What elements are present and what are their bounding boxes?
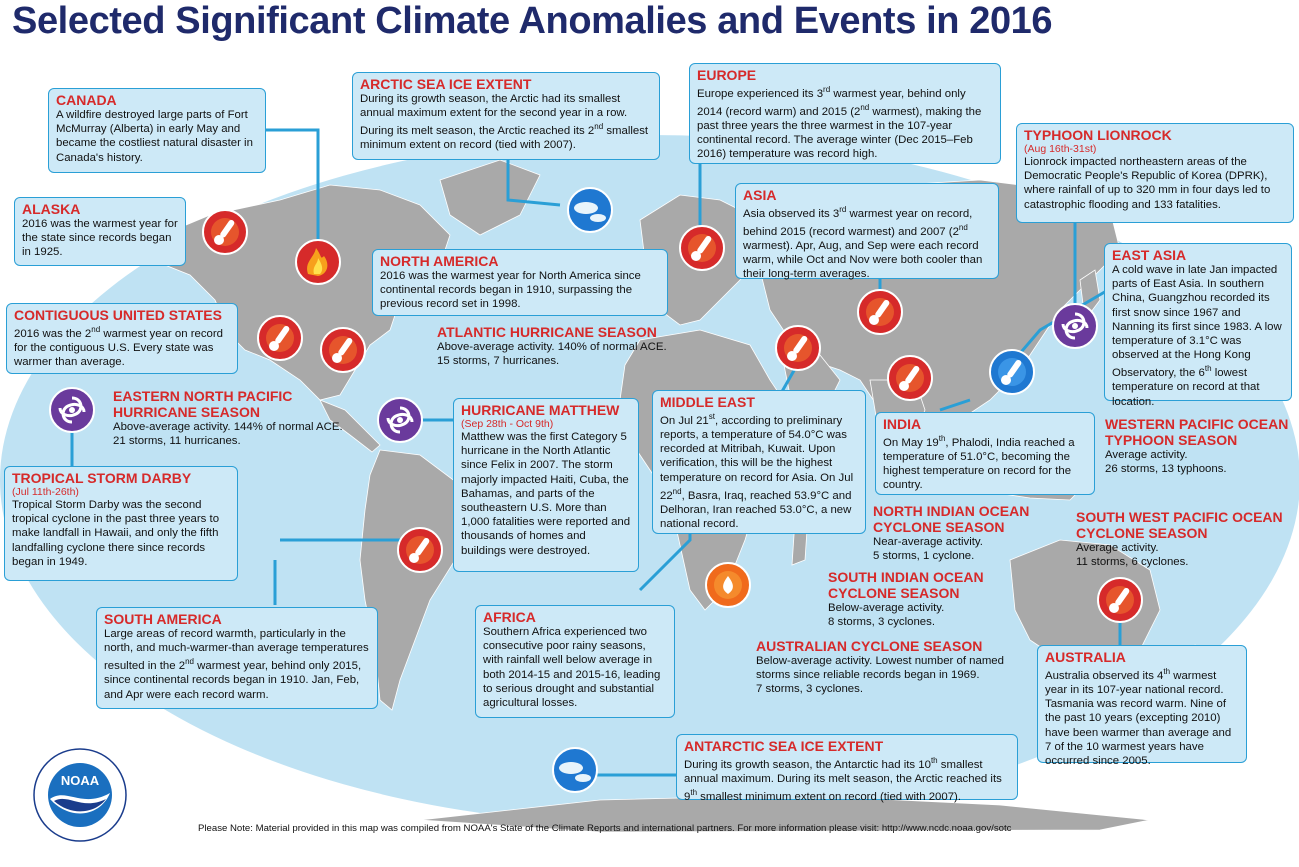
aus-season-title: AUSTRALIAN CYCLONE SEASON: [756, 638, 983, 654]
arctic-body-b: smallest minimum extent on record (tied with 2007).: [360, 125, 649, 152]
wpac-season-title2: TYPHOON SEASON: [1105, 432, 1238, 448]
wpac-season: [1105, 416, 1297, 476]
matthew-title: HURRICANE MATTHEW: [461, 402, 620, 418]
europe-body-a: Europe experienced its: [697, 87, 817, 100]
sio-season: [828, 569, 1008, 629]
asia-warm-icon: [858, 290, 902, 334]
middle-east-body-sup2: nd: [672, 486, 682, 496]
east-asia-body-sup: th: [1204, 364, 1212, 374]
lionrock-dates: (Aug 16th-31st): [1024, 143, 1097, 155]
alaska-warm-icon: [203, 210, 247, 254]
north-america-warm-icon: [321, 328, 365, 372]
lionrock-title: TYPHOON LIONROCK: [1024, 127, 1172, 143]
australia-warm-icon: [1098, 578, 1142, 622]
contiguous-us-box: [6, 303, 238, 374]
atlantic-season-l2: 15 storms, 7 hurricanes.: [437, 355, 560, 368]
matthew-dates: (Sep 28th - Oct 9th): [461, 418, 554, 430]
darby-dates: (Jul 11th-26th): [12, 486, 79, 498]
enp-season-title2: HURRICANE SEASON: [113, 404, 261, 420]
nio-season-title2: CYCLONE SEASON: [873, 519, 1005, 535]
contiguous-us-body: [14, 323, 230, 369]
arctic-box: [352, 72, 660, 160]
wpac-season-l2: 26 storms, 13 typhoons.: [1105, 463, 1227, 476]
noaa-logo: [32, 747, 128, 843]
swpac-season-title1: SOUTH WEST PACIFIC OCEAN: [1076, 509, 1283, 525]
australia-body-sup: th: [1163, 667, 1171, 676]
nio-season: [873, 503, 1053, 563]
arctic-body-sup: nd: [594, 122, 604, 132]
india-body: [883, 432, 1087, 493]
australia-body: [1045, 665, 1239, 768]
india-warm-icon: [888, 356, 932, 400]
asia-body-b: warmest year on record, behind 2015 (record warmest) and 2007 (2: [743, 207, 973, 238]
antarctic-body-sup2: th: [690, 788, 698, 798]
australia-title: AUSTRALIA: [1045, 649, 1126, 665]
europe-body: [697, 83, 993, 162]
enp-season: [113, 388, 353, 448]
asia-body: [743, 203, 991, 282]
sio-season-l1: Below-average activity.: [828, 602, 945, 614]
lionrock-box: [1016, 123, 1294, 223]
europe-body-n: 3: [816, 87, 824, 100]
india-body-sup: th: [938, 434, 946, 443]
north-america-title: NORTH AMERICA: [380, 253, 499, 269]
wpac-season-title1: WESTERN PACIFIC OCEAN: [1105, 416, 1289, 432]
darby-cyclone-icon: [50, 388, 94, 432]
nio-season-title1: NORTH INDIAN OCEAN: [873, 503, 1030, 519]
australia-body-b: warmest year in its 107-year national record. Tasmania was record warm. Nine of the past 10 years (excepting 2010) have been warmer than average and 7 of the 10 warmest years have occurred since 2005.: [1045, 669, 1232, 768]
india-body-b: , Phalodi, India reached a temperature of 51.0°C, becoming the highest temperature on record for the country.: [883, 436, 1075, 492]
contiguous-us-title: CONTIGUOUS UNITED STATES: [14, 307, 222, 323]
nio-season-l2: 5 storms, 1 cyclone.: [873, 550, 975, 563]
india-title: INDIA: [883, 416, 922, 432]
east-asia-body-a: A cold wave in late Jan impacted parts of East Asia. In southern China, Guangzhou recorded its first snow since 1967 and Nanning its first since 1983. A low temperature of 3.1°C was observed at the Hong Kong Observatory, the 6: [1112, 264, 1282, 380]
swpac-season: [1076, 509, 1298, 569]
antarctic-body: [684, 754, 1010, 804]
europe-body-sup1: rd: [823, 85, 831, 94]
aus-season-l3: 7 storms, 3 cyclones.: [756, 683, 863, 696]
middle-east-body-sup1: st: [708, 412, 715, 421]
middle-east-title: MIDDLE EAST: [660, 394, 755, 410]
asia-body-a: Asia observed its 3: [743, 207, 840, 220]
south-america-box: [96, 607, 378, 709]
asia-body-c: warmest). Apr, Aug, and Sep were each record warm, while Oct and Nov were both cooler than their long-term averages.: [743, 240, 983, 281]
antarctic-ice-icon: [553, 748, 597, 792]
swpac-season-title2: CYCLONE SEASON: [1076, 525, 1208, 541]
swpac-season-l2: 11 storms, 6 cyclones.: [1076, 556, 1189, 569]
contiguous-us-body-a: 2016 was the 2: [14, 327, 92, 340]
arctic-ice-icon: [568, 188, 612, 232]
sio-season-title1: SOUTH INDIAN OCEAN: [828, 569, 984, 585]
south-america-body-sup: nd: [185, 657, 194, 667]
east-asia-box: [1104, 243, 1292, 408]
canada-body: A wildfire destroyed large parts of Fort McMurray (Alberta) in early May and became the costliest natural disaster in Canada's history.: [56, 109, 253, 164]
australia-body-a: Australia observed its 4: [1045, 669, 1164, 682]
arctic-body-a: During its growth season, the Arctic had its smallest annual maximum extent for the second year in a row. During its melt season, the Arctic reached its 2: [360, 93, 628, 138]
antarctic-body-b: smallest annual maximum. During its melt season, the Arctic reached its 9: [684, 758, 1002, 803]
antarctic-box: [676, 734, 1018, 803]
matthew-cyclone-icon: [378, 398, 422, 442]
africa-box: [475, 605, 675, 718]
europe-body-sup2: nd: [860, 103, 870, 112]
middle-east-body-c: , Basra, Iraq, reached 53.9°C and Delhoran, Iran reached 53.0°C, a new national record.: [660, 489, 852, 531]
africa-drought-icon: [706, 563, 750, 607]
north-america-body: 2016 was the warmest year for North America since continental records began in 1910, surpassing the previous record set in 1998.: [380, 270, 641, 311]
antarctic-body-a: During its growth season, the Antarctic had its 10: [684, 758, 931, 771]
lionrock-cyclone-icon: [1053, 304, 1097, 348]
atlantic-season: [437, 324, 697, 368]
wpac-season-l1: Average activity.: [1105, 449, 1188, 461]
asia-title: ASIA: [743, 187, 777, 203]
africa-body: Southern Africa experienced two consecutive poor rainy seasons, with rainfall well below average in both 2014-15 and 2015-16, leading to serious drought and substantial agricultural losses.: [483, 626, 661, 710]
atlantic-season-title: ATLANTIC HURRICANE SEASON: [437, 324, 657, 340]
footer-note: Please Note: Material provided in this map was compiled from NOAA's State of the Climate Reports and international partners. For more information please visit: http://www.ncdc.noaa.gov/sotc: [198, 823, 1012, 834]
east-asia-title: EAST ASIA: [1112, 247, 1187, 263]
europe-title: EUROPE: [697, 67, 757, 83]
aus-season-l2: storms since reliable records began in 1969.: [756, 669, 980, 682]
sio-season-l2: 8 storms, 3 cyclones.: [828, 616, 935, 629]
contiguous-us-warm-icon: [258, 316, 302, 360]
antarctic-body-sup1: th: [930, 756, 938, 765]
south-america-body: [104, 627, 370, 702]
darby-title: TROPICAL STORM DARBY: [12, 470, 192, 486]
matthew-body: Matthew was the first Category 5 hurricane in the North Atlantic since Felix in 2007. The storm majorly impacted Haiti, Cuba, the Bahamas, and parts of the southeastern U.S. More than 1,000 fatalities were reported and thousands of homes and buildings were destroyed.: [461, 431, 631, 557]
aus-season: [756, 638, 1036, 697]
alaska-title: ALASKA: [22, 201, 81, 217]
south-america-warm-icon: [398, 528, 442, 572]
south-america-body-a: Large areas of record warmth, particularly in the north, and much-warmer-than average temperatures resulted in the 2: [104, 628, 369, 673]
page-title: Selected Significant Climate Anomalies and Events in 2016: [12, 0, 1053, 42]
contiguous-us-body-b: warmest year on record for the contiguous U.S. Every state was warmer than average.: [14, 327, 223, 369]
middle-east-body: [660, 410, 858, 531]
canada-fire-icon: [296, 240, 340, 284]
east-asia-body-b: lowest temperature on record at that location.: [1112, 367, 1260, 408]
alaska-box: [14, 197, 186, 266]
enp-season-l1: Above-average activity. 144% of normal ACE.: [113, 421, 343, 433]
darby-box: [4, 466, 238, 581]
middle-east-box: [652, 390, 866, 534]
arctic-body: [360, 92, 652, 153]
north-america-box: [372, 249, 668, 316]
asia-body-sup1: rd: [839, 205, 847, 214]
india-box: [875, 412, 1095, 495]
east-asia-cold-icon: [990, 350, 1034, 394]
enp-season-title1: EASTERN NORTH PACIFIC: [113, 388, 293, 404]
south-america-title: SOUTH AMERICA: [104, 611, 222, 627]
europe-warm-icon: [680, 226, 724, 270]
swpac-season-l1: Average activity.: [1076, 542, 1159, 554]
enp-season-l2: 21 storms, 11 hurricanes.: [113, 435, 241, 448]
contiguous-us-body-sup: nd: [91, 325, 101, 334]
matthew-box: [453, 398, 639, 572]
europe-body-b: warmest year, behind only 2014 (record warm) and 2015 (2: [697, 87, 966, 118]
noaa-logo-text: NOAA: [60, 773, 100, 788]
india-body-a: On May 19: [883, 436, 939, 449]
middle-east-body-a: On Jul 21: [660, 414, 709, 427]
canada-box: [48, 88, 266, 173]
middle-east-body-b: , according to preliminary reports, a temperature of 54.0°C was recorded at Mitribah, Kuwait. Upon verification, this will be the highest temperature on record for Asia. On Jul 22: [660, 414, 854, 502]
sio-season-title2: CYCLONE SEASON: [828, 585, 960, 601]
middle-east-warm-icon: [776, 326, 820, 370]
antarctic-title: ANTARCTIC SEA ICE EXTENT: [684, 738, 884, 754]
arctic-title: ARCTIC SEA ICE EXTENT: [360, 76, 532, 92]
alaska-body: 2016 was the warmest year for the state since records began in 1925.: [22, 218, 178, 259]
atlantic-season-l1: Above-average activity. 140% of normal ACE.: [437, 341, 667, 353]
asia-body-sup2: nd: [958, 223, 968, 232]
australia-box: [1037, 645, 1247, 768]
south-america-body-b: warmest year, behind only 2015, since continental records began in 1910. Jan, Feb, and Apr were each record warm.: [104, 660, 362, 701]
east-asia-body: [1112, 263, 1284, 409]
lionrock-body: Lionrock impacted northeastern areas of the Democratic People's Republic of Korea (DPRK), where rainfall of up to 320 mm in four days led to catastrophic flooding and 133 fatalities.: [1024, 156, 1271, 211]
europe-box: [689, 63, 1001, 164]
africa-title: AFRICA: [483, 609, 536, 625]
canada-title: CANADA: [56, 92, 117, 108]
europe-body-c: warmest), making the past three years the three warmest in the 107-year continental record. The average winter (Dec 2015–Feb 2016) temperature was record high.: [697, 105, 982, 161]
asia-box: [735, 183, 999, 279]
darby-body: Tropical Storm Darby was the second tropical cyclone in the past three years to make landfall in Hawaii, and only the fifth landfalling cyclone there since records began in 1949.: [12, 499, 220, 568]
nio-season-l1: Near-average activity.: [873, 536, 983, 548]
aus-season-l1: Below-average activity. Lowest number of named: [756, 655, 1004, 667]
antarctic-body-c: smallest minimum extent on record (tied with 2007).: [697, 791, 962, 803]
